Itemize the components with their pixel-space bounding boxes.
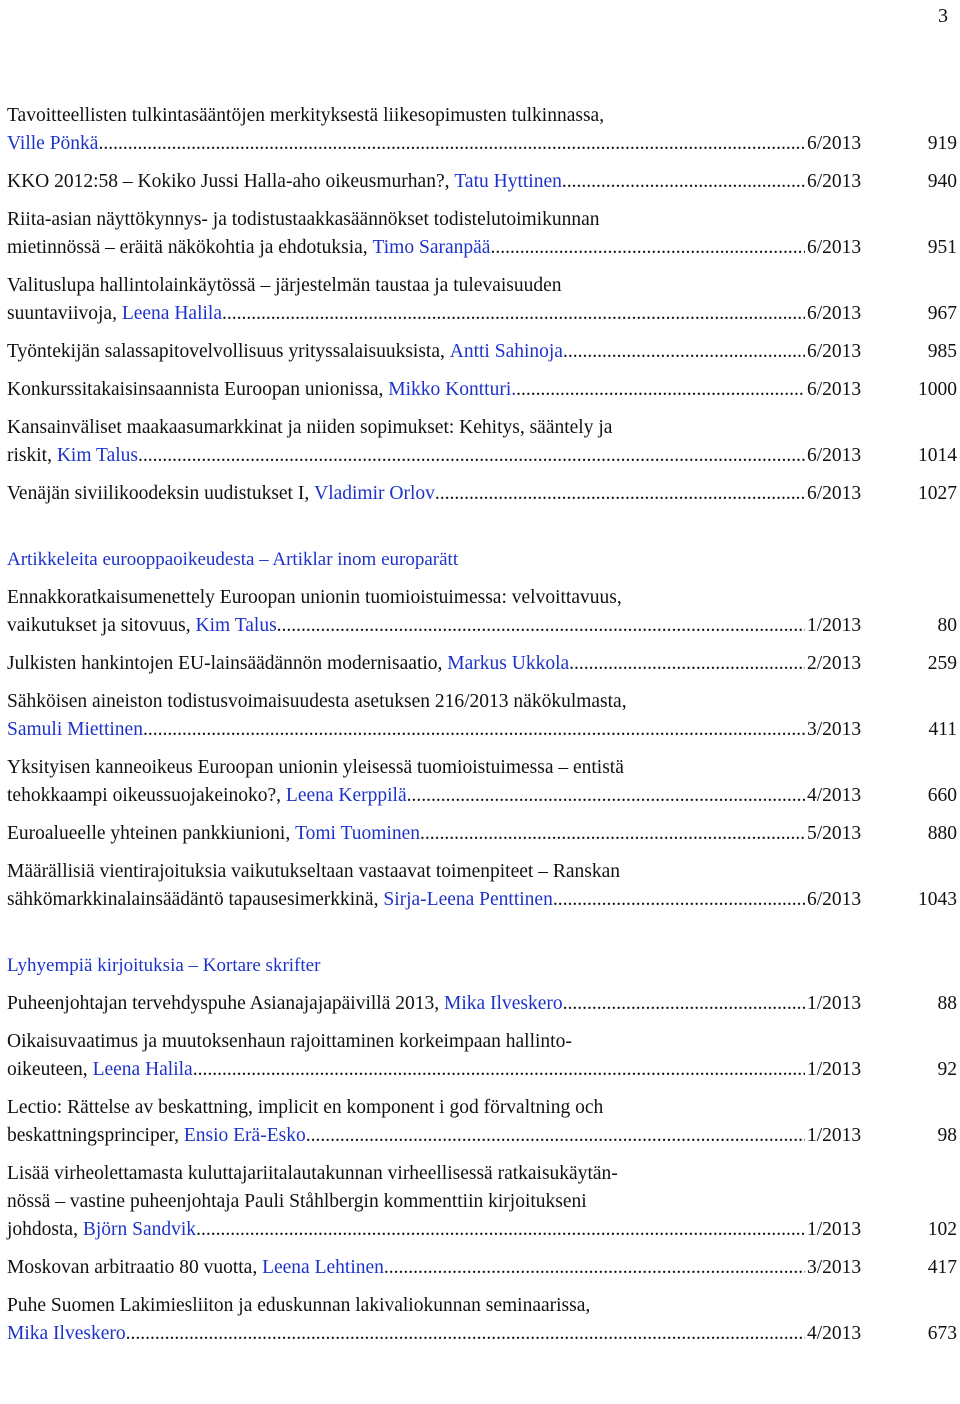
entry-title-line: Riita-asian näyttökynnys- ja todistustaakkasäännökset todistelutoimikunnan [7, 209, 600, 230]
author-name: Tomi Tuominen [295, 823, 420, 844]
page-ref: 80 [937, 615, 957, 636]
toc-entry [7, 858, 957, 914]
dot-leader [277, 612, 805, 640]
author-name: Björn Sandvik [82, 1219, 197, 1240]
author-name: Ensio Erä-Esko [183, 1125, 306, 1146]
page-ref: 967 [927, 303, 957, 324]
issue-number: 1/2013 [807, 1059, 862, 1080]
entry-title-line: Puhe Suomen Lakimiesliiton ja eduskunnan lakivaliokunnan seminaarissa, [7, 1295, 591, 1316]
author-name: Leena Lehtinen [262, 1257, 384, 1278]
entry-final-line [7, 1254, 957, 1282]
dot-leader [563, 338, 805, 366]
dot-leader [407, 782, 805, 810]
section-short-writings [7, 952, 957, 1348]
dot-leader [126, 1320, 805, 1348]
toc-entry [7, 1292, 957, 1348]
dot-leader [193, 1056, 805, 1084]
entry-title-text: johdosta, [7, 1219, 83, 1240]
issue-number: 1/2013 [807, 1219, 862, 1240]
issue-number: 4/2013 [807, 785, 862, 806]
toc-entry [7, 376, 957, 404]
toc-entry [7, 102, 957, 158]
entry-title-text: oikeuteen, [7, 1059, 93, 1080]
dot-leader [562, 168, 805, 196]
dot-leader [516, 376, 805, 404]
entry-final-line [7, 1320, 957, 1348]
author-name: Kim Talus [56, 445, 138, 466]
entry-title-text: Julkisten hankintojen EU-lainsäädännön modernisaatio, [7, 653, 448, 674]
entry-final-line [7, 168, 957, 196]
author-name: Tatu Hyttinen [454, 171, 562, 192]
issue-number: 6/2013 [807, 483, 862, 504]
page-ref: 259 [927, 653, 957, 674]
issue-number: 3/2013 [807, 1257, 862, 1278]
page-ref: 1014 [918, 445, 957, 466]
page-ref: 919 [927, 133, 957, 154]
dot-leader [196, 1216, 805, 1244]
page-ref: 92 [937, 1059, 957, 1080]
issue-number: 6/2013 [807, 303, 862, 324]
toc-entry [7, 584, 957, 640]
entry-final-line [7, 782, 957, 810]
toc-entry [7, 168, 957, 196]
toc-entry [7, 1028, 957, 1084]
entry-title-line: Lisää virheolettamasta kuluttajariitalautakunnan virheellisessä ratkaisukäytän- [7, 1163, 618, 1184]
dot-leader [569, 650, 805, 678]
page-ref: 880 [927, 823, 957, 844]
page-ref: 1043 [918, 889, 957, 910]
toc-entry [7, 206, 957, 262]
issue-number: 1/2013 [807, 615, 862, 636]
entry-title-line: Lectio: Rättelse av beskattning, implicit en komponent i god förvaltning och [7, 1097, 604, 1118]
author-name: Leena Halila [92, 1059, 193, 1080]
toc-entry [7, 754, 957, 810]
issue-number: 5/2013 [807, 823, 862, 844]
section-eu-law [7, 546, 957, 914]
author-name: Samuli Miettinen [7, 719, 143, 740]
dot-leader [98, 130, 805, 158]
page-ref: 411 [928, 719, 957, 740]
issue-number: 2/2013 [807, 653, 862, 674]
entry-final-line [7, 990, 957, 1018]
issue-number: 6/2013 [807, 237, 862, 258]
entry-final-line [7, 234, 957, 262]
entry-title-text: Euroalueelle yhteinen pankkiunioni, [7, 823, 296, 844]
author-name: Timo Saranpää [372, 237, 491, 258]
entry-final-line [7, 300, 957, 328]
issue-number: 4/2013 [807, 1323, 862, 1344]
author-name: Sirja-Leena Penttinen [383, 889, 553, 910]
entry-title-text: Puheenjohtajan tervehdyspuhe Asianajajapäivillä 2013, [7, 993, 445, 1014]
toc-entry [7, 820, 957, 848]
section-heading: Lyhyempiä kirjoituksia – Kortare skrifter [7, 955, 321, 976]
entry-final-line [7, 716, 957, 744]
entry-title-text: Moskovan arbitraatio 80 vuotta, [7, 1257, 263, 1278]
section-articles [7, 102, 957, 508]
page-ref: 660 [927, 785, 957, 806]
entry-title-line: Oikaisuvaatimus ja muutoksenhaun rajoittaminen korkeimpaan hallinto- [7, 1031, 572, 1052]
issue-number: 6/2013 [807, 133, 862, 154]
entry-title-text: mietinnössä – eräitä näkökohtia ja ehdotuksia, [7, 237, 373, 258]
author-name: Mikko Kontturi. [388, 379, 517, 400]
entry-title-text: Työntekijän salassapitovelvollisuus yrityssalaisuuksista, [7, 341, 450, 362]
entry-title-text: vaikutukset ja sitovuus, [7, 615, 196, 636]
entry-final-line [7, 886, 957, 914]
issue-number: 3/2013 [807, 719, 862, 740]
page-ref: 985 [927, 341, 957, 362]
entry-title-line: Sähköisen aineiston todistusvoimaisuudesta asetuksen 216/2013 näkökulmasta, [7, 691, 627, 712]
page-ref: 88 [937, 993, 957, 1014]
dot-leader [222, 300, 805, 328]
entry-title-text: Konkurssitakaisinsaannista Euroopan unionissa, [7, 379, 389, 400]
author-name: Markus Ukkola [447, 653, 570, 674]
section-heading: Artikkeleita eurooppaoikeudesta – Artiklar inom europarätt [7, 549, 459, 570]
dot-leader [435, 480, 805, 508]
page-ref: 102 [927, 1219, 957, 1240]
entry-final-line [7, 1216, 957, 1244]
entry-title-text: tehokkaampi oikeussuojakeinoko?, [7, 785, 286, 806]
dot-leader [490, 234, 805, 262]
entry-final-line [7, 480, 957, 508]
page-ref: 1000 [918, 379, 957, 400]
entry-title-line: Yksityisen kanneoikeus Euroopan unionin yleisessä tuomioistuimessa – entistä [7, 757, 624, 778]
author-name: Antti Sahinoja [449, 341, 563, 362]
entry-title-line: Kansainväliset maakaasumarkkinat ja niiden sopimukset: Kehitys, sääntely ja [7, 417, 613, 438]
entry-title-line: Tavoitteellisten tulkintasääntöjen merkityksestä liikesopimusten tulkinnassa, [7, 105, 605, 126]
author-name: Ville Pönkä [7, 133, 99, 154]
author-name: Leena Halila [121, 303, 222, 324]
author-name: Leena Kerppilä [285, 785, 407, 806]
toc-entry [7, 1254, 957, 1282]
entry-title-line: Ennakkoratkaisumenettely Euroopan unionin tuomioistuimessa: velvoittavuus, [7, 587, 622, 608]
dot-leader [143, 716, 805, 744]
author-name: Kim Talus [195, 615, 277, 636]
dot-leader [306, 1122, 805, 1150]
entry-final-line [7, 376, 957, 404]
dot-leader [420, 820, 805, 848]
dot-leader [384, 1254, 805, 1282]
entry-title-text: sähkömarkkinalainsäädäntö tapausesimerkkinä, [7, 889, 384, 910]
entry-final-line [7, 1056, 957, 1084]
toc-entry [7, 650, 957, 678]
issue-number: 1/2013 [807, 993, 862, 1014]
entry-title-text: KKO 2012:58 – Kokiko Jussi Halla-aho oikeusmurhan?, [7, 171, 455, 192]
entry-final-line [7, 612, 957, 640]
entry-final-line [7, 820, 957, 848]
toc-entry [7, 1094, 957, 1150]
table-of-contents [7, 102, 957, 1358]
entry-title-line: Valituslupa hallintolainkäytössä – järjestelmän taustaa ja tulevaisuuden [7, 275, 562, 296]
dot-leader [553, 886, 805, 914]
entry-title-text: suuntaviivoja, [7, 303, 122, 324]
page-ref: 98 [937, 1125, 957, 1146]
entry-title-line: nössä – vastine puheenjohtaja Pauli Ståhlbergin kommenttiin kirjoitukseni [7, 1191, 587, 1212]
toc-entry [7, 338, 957, 366]
toc-entry [7, 272, 957, 328]
issue-number: 6/2013 [807, 889, 862, 910]
entry-final-line [7, 442, 957, 470]
toc-entry [7, 1160, 957, 1244]
toc-entry [7, 414, 957, 470]
page-ref: 1027 [918, 483, 957, 504]
dot-leader [563, 990, 805, 1018]
issue-number: 1/2013 [807, 1125, 862, 1146]
issue-number: 6/2013 [807, 379, 862, 400]
page-ref: 417 [927, 1257, 957, 1278]
page-number: 3 [938, 5, 948, 27]
entry-title-text: beskattningsprinciper, [7, 1125, 184, 1146]
entry-final-line [7, 338, 957, 366]
toc-entry [7, 480, 957, 508]
entry-title-text: Venäjän siviilikoodeksin uudistukset I, [7, 483, 315, 504]
page-ref: 673 [927, 1323, 957, 1344]
author-name: Vladimir Orlov [314, 483, 435, 504]
entry-final-line [7, 1122, 957, 1150]
dot-leader [138, 442, 805, 470]
toc-entry [7, 688, 957, 744]
issue-number: 6/2013 [807, 341, 862, 362]
entry-final-line [7, 130, 957, 158]
issue-number: 6/2013 [807, 445, 862, 466]
page-ref: 940 [927, 171, 957, 192]
author-name: Mika Ilveskero [444, 993, 563, 1014]
page-ref: 951 [927, 237, 957, 258]
entry-title-line: Määrällisiä vientirajoituksia vaikutukseltaan vastaavat toimenpiteet – Ranskan [7, 861, 620, 882]
entry-final-line [7, 650, 957, 678]
issue-number: 6/2013 [807, 171, 862, 192]
entry-title-text: riskit, [7, 445, 57, 466]
toc-entry [7, 990, 957, 1018]
author-name: Mika Ilveskero [7, 1323, 126, 1344]
